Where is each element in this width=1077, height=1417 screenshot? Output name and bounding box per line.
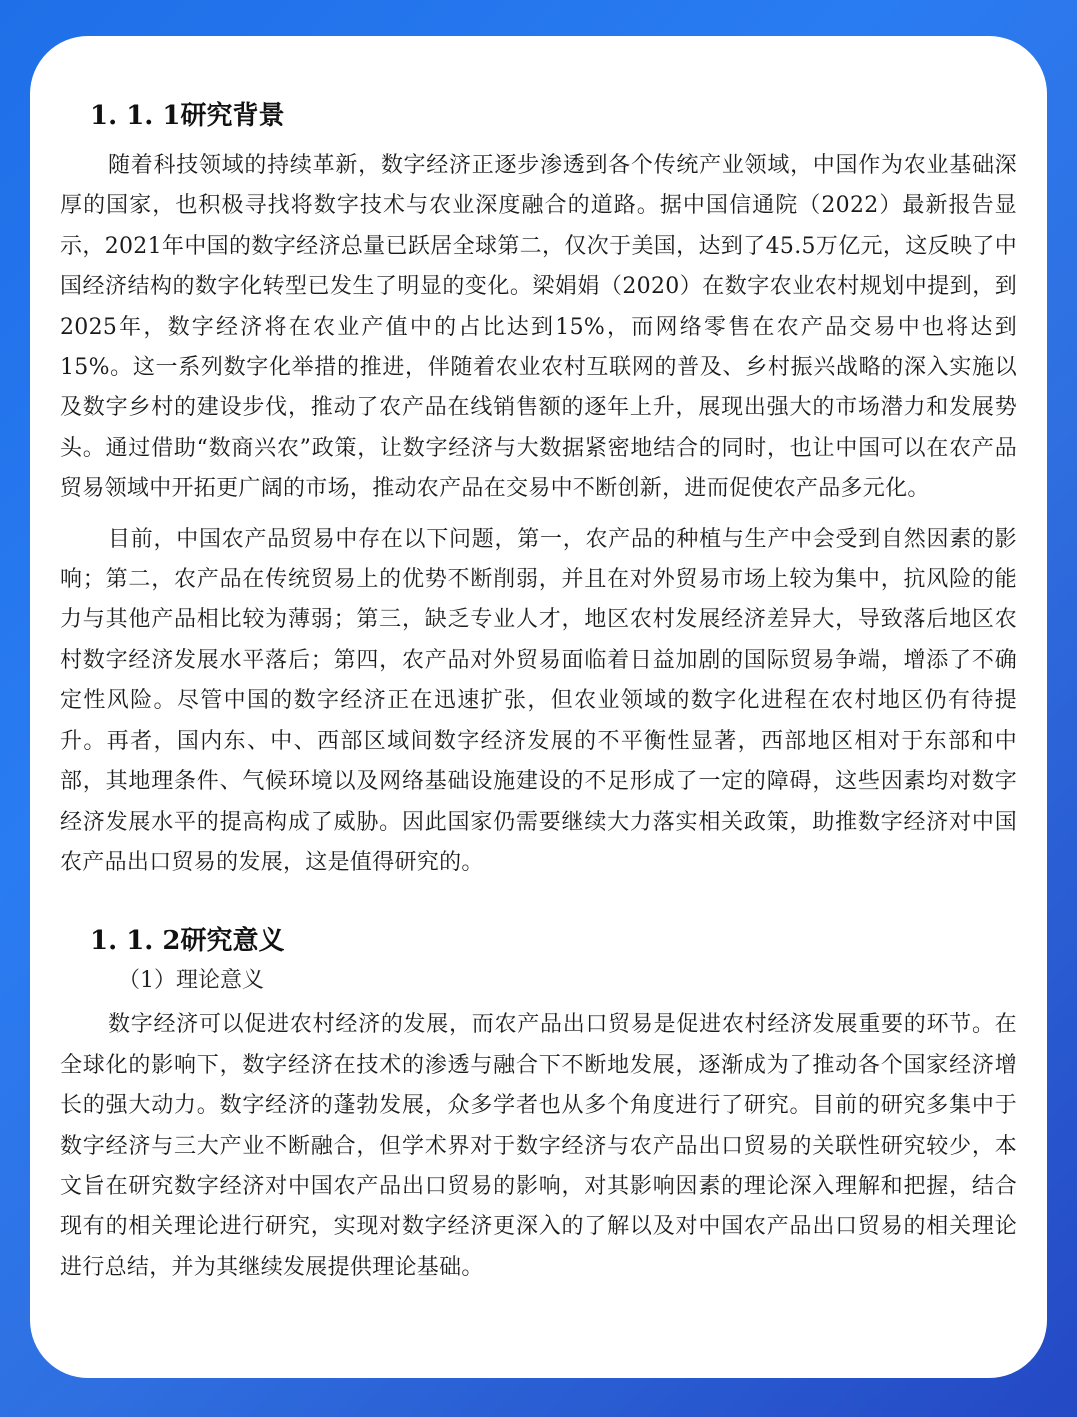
section-heading-background: 1. 1. 1研究背景 [90, 101, 285, 131]
paragraph-theoretical-significance: 数字经济可以促进农村经济的发展，而农产品出口贸易是促进农村经济发展重要的环节。在全球化的影响下，数字经济在技术的渗透与融合下不断地发展，逐渐成为了推动各个国家经济增长的强大动力。数字经济的蓬勃发展，众多学者也从多个角度进行了研究。目前的研究多集中于数字经济与三大产业不断融合，但学术界对于数字经济与农产品出口贸易的关联性研究较少，本文旨在研究数字经济对中国农产品出口贸易的影响，对其影响因素的理论深入理解和把握，结合现有的相关理论进行研究，实现对数字经济更深入的了解以及对中国农产品出口贸易的相关理论进行总结，并为其继续发展提供理论基础。 [60, 1012, 1017, 1280]
section-heading-significance: 1. 1. 2研究意义 [90, 926, 285, 957]
paragraph-background-2: 目前，中国农产品贸易中存在以下问题，第一，农产品的种植与生产中会受到自然因素的影响；第二，农产品在传统贸易上的优势不断削弱，并且在对外贸易市场上较为集中，抗风险的能力与其他产品相比较为薄弱；第三，缺乏专业人才，地区农村发展经济差异大，导致落后地区农村数字经济发展水平落后；第四，农产品对外贸易面临着日益加剧的国际贸易争端，增添了不确定性风险。尽管中国的数字经济正在迅速扩张，但农业领域的数字化进程在农村地区仍有待提升。再者，国内东、中、西部区域间数字经济发展的不平衡性显著，西部地区相对于东部和中部，其地理条件、气候环境以及网络基础设施建设的不足形成了一定的障碍，这些因素均对数字经济发展水平的提高构成了威胁。因此国家仍需要继续大力落实相关政策，助推数字经济对中国农产品出口贸易的发展，这是值得研究的。 [60, 526, 1017, 875]
document-card [30, 36, 1047, 1378]
paragraph-background-1: 随着科技领域的持续革新，数字经济正逐步渗透到各个传统产业领域，中国作为农业基础深厚的国家，也积极寻找将数字技术与农业深度融合的道路。据中国信通院（2022）最新报告显示，2021年中国的数字经济总量已跃居全球第二，仅次于美国，达到了45.5万亿元，这反映了中国经济结构的数字化转型已发生了明显的变化。梁娟娟（2020）在数字农业农村规划中提到，到2025年，数字经济将在农业产值中的占比达到15%，而网络零售在农产品交易中也将达到15%。这一系列数字化举措的推进，伴随着农业农村互联网的普及、乡村振兴战略的深入实施以及数字乡村的建设步伐，推动了农产品在线销售额的逐年上升，展现出强大的市场潜力和发展势头。通过借助“数商兴农”政策，让数字经济与大数据紧密地结合的同时，也让中国可以在农产品贸易领域中开拓更广阔的市场，推动农产品在交易中不断创新，进而促使农产品多元化。 [60, 153, 1017, 502]
subheading-theoretical-significance: （1）理论意义 [118, 968, 264, 994]
